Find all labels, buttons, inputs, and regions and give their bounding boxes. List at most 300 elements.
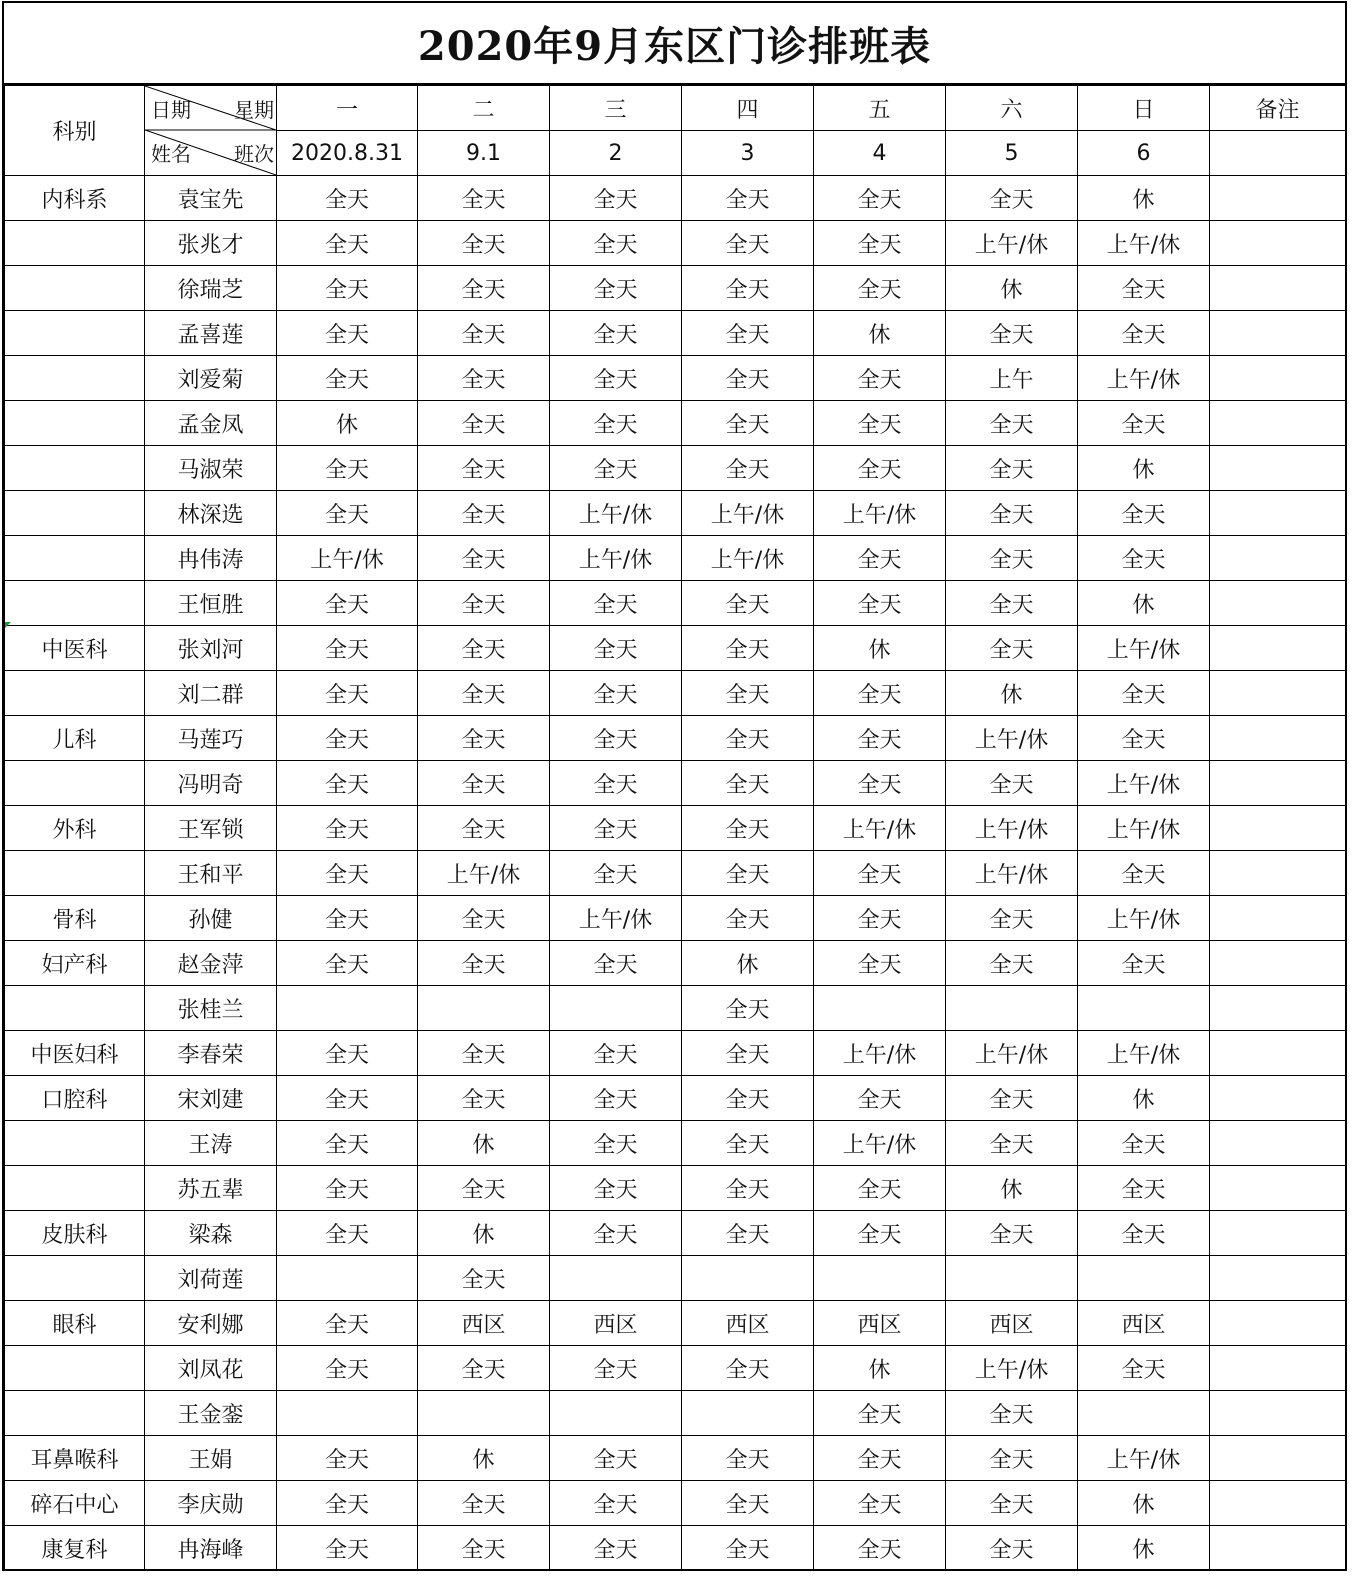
shift-cell: 休 bbox=[1078, 1481, 1210, 1526]
shift-cell: 全天 bbox=[277, 1211, 418, 1256]
shift-cell: 全天 bbox=[418, 491, 550, 536]
date-header: 2020.8.31 bbox=[277, 131, 418, 176]
shift-cell: 全天 bbox=[418, 716, 550, 761]
table-row bbox=[5, 581, 1346, 626]
dept-cell bbox=[5, 1166, 145, 1211]
shift-cell: 西区 bbox=[682, 1301, 814, 1346]
shift-cell: 全天 bbox=[1078, 1346, 1210, 1391]
remark-cell bbox=[1210, 581, 1346, 626]
table-row bbox=[5, 1211, 1346, 1256]
shift-cell: 全天 bbox=[550, 671, 682, 716]
table-row bbox=[5, 1436, 1346, 1481]
name-cell: 赵金萍 bbox=[145, 941, 277, 986]
shift-cell: 西区 bbox=[418, 1301, 550, 1346]
shift-cell: 全天 bbox=[682, 176, 814, 221]
shift-cell: 全天 bbox=[814, 176, 946, 221]
shift-cell: 全天 bbox=[946, 761, 1078, 806]
shift-cell: 休 bbox=[1078, 176, 1210, 221]
shift-cell: 全天 bbox=[814, 761, 946, 806]
table-row bbox=[5, 1481, 1346, 1526]
name-cell: 马淑荣 bbox=[145, 446, 277, 491]
shift-cell: 上午/休 bbox=[946, 1031, 1078, 1076]
shift-cell: 全天 bbox=[682, 671, 814, 716]
shift-cell: 全天 bbox=[682, 1166, 814, 1211]
shift-cell bbox=[277, 1391, 418, 1436]
dept-cell bbox=[5, 401, 145, 446]
shift-cell: 全天 bbox=[550, 851, 682, 896]
shift-cell: 全天 bbox=[1078, 401, 1210, 446]
shift-cell: 全天 bbox=[682, 1121, 814, 1166]
shift-cell: 全天 bbox=[277, 1301, 418, 1346]
shift-cell: 全天 bbox=[277, 1031, 418, 1076]
shift-cell: 全天 bbox=[550, 1031, 682, 1076]
shift-cell: 全天 bbox=[277, 311, 418, 356]
weekday-header: 一 bbox=[277, 86, 418, 131]
dept-cell bbox=[5, 311, 145, 356]
shift-cell: 全天 bbox=[550, 1166, 682, 1211]
name-cell: 宋刘建 bbox=[145, 1076, 277, 1121]
diag-name-label: 姓名 bbox=[151, 142, 191, 166]
shift-cell: 休 bbox=[1078, 1526, 1210, 1571]
shift-cell: 全天 bbox=[946, 401, 1078, 446]
shift-cell: 上午/休 bbox=[814, 806, 946, 851]
dept-cell: 儿科 bbox=[5, 716, 145, 761]
shift-cell bbox=[418, 1391, 550, 1436]
dept-cell: 中医妇科 bbox=[5, 1031, 145, 1076]
shift-cell: 全天 bbox=[550, 1076, 682, 1121]
name-cell: 王涛 bbox=[145, 1121, 277, 1166]
shift-cell: 全天 bbox=[550, 761, 682, 806]
shift-cell: 全天 bbox=[1078, 671, 1210, 716]
remark-cell bbox=[1210, 221, 1346, 266]
shift-cell: 全天 bbox=[418, 761, 550, 806]
shift-cell bbox=[946, 986, 1078, 1031]
table-row bbox=[5, 356, 1346, 401]
shift-cell: 上午/休 bbox=[1078, 626, 1210, 671]
shift-cell: 全天 bbox=[946, 1526, 1078, 1571]
shift-cell: 全天 bbox=[418, 356, 550, 401]
shift-cell: 休 bbox=[946, 671, 1078, 716]
dept-cell bbox=[5, 1346, 145, 1391]
dept-cell bbox=[5, 761, 145, 806]
shift-cell bbox=[550, 1256, 682, 1301]
shift-cell: 全天 bbox=[550, 941, 682, 986]
remark-cell bbox=[1210, 356, 1346, 401]
shift-cell: 全天 bbox=[1078, 536, 1210, 581]
date-header: 6 bbox=[1078, 131, 1210, 176]
shift-cell: 全天 bbox=[682, 626, 814, 671]
shift-cell: 全天 bbox=[682, 986, 814, 1031]
shift-cell: 上午/休 bbox=[946, 716, 1078, 761]
shift-cell: 全天 bbox=[814, 851, 946, 896]
shift-cell: 全天 bbox=[814, 356, 946, 401]
name-cell: 苏五辈 bbox=[145, 1166, 277, 1211]
dept-cell bbox=[5, 1391, 145, 1436]
shift-cell: 全天 bbox=[946, 1481, 1078, 1526]
shift-cell: 全天 bbox=[418, 941, 550, 986]
shift-cell: 全天 bbox=[418, 1166, 550, 1211]
name-cell: 安利娜 bbox=[145, 1301, 277, 1346]
shift-cell: 全天 bbox=[550, 1481, 682, 1526]
shift-cell bbox=[814, 1256, 946, 1301]
shift-cell: 全天 bbox=[814, 896, 946, 941]
shift-cell: 全天 bbox=[418, 1346, 550, 1391]
shift-cell bbox=[1078, 1391, 1210, 1436]
shift-cell: 全天 bbox=[277, 1436, 418, 1481]
shift-cell: 休 bbox=[418, 1211, 550, 1256]
name-cell: 冯明奇 bbox=[145, 761, 277, 806]
shift-cell: 全天 bbox=[277, 491, 418, 536]
shift-cell: 上午/休 bbox=[550, 536, 682, 581]
shift-cell: 全天 bbox=[550, 356, 682, 401]
shift-cell: 全天 bbox=[277, 941, 418, 986]
dept-cell bbox=[5, 266, 145, 311]
name-cell: 孙健 bbox=[145, 896, 277, 941]
shift-cell: 休 bbox=[946, 266, 1078, 311]
table-row bbox=[5, 176, 1346, 221]
shift-cell: 全天 bbox=[418, 1031, 550, 1076]
table-row bbox=[5, 851, 1346, 896]
shift-cell bbox=[1078, 986, 1210, 1031]
shift-cell bbox=[814, 986, 946, 1031]
weekday-header: 二 bbox=[418, 86, 550, 131]
shift-cell: 上午/休 bbox=[1078, 761, 1210, 806]
shift-cell: 全天 bbox=[946, 581, 1078, 626]
dept-cell bbox=[5, 1121, 145, 1166]
table-row bbox=[5, 1526, 1346, 1571]
name-cell: 刘二群 bbox=[145, 671, 277, 716]
name-cell: 张桂兰 bbox=[145, 986, 277, 1031]
remark-cell bbox=[1210, 176, 1346, 221]
name-cell: 李春荣 bbox=[145, 1031, 277, 1076]
shift-cell: 上午/休 bbox=[814, 1121, 946, 1166]
dept-cell bbox=[5, 491, 145, 536]
weekday-header: 四 bbox=[682, 86, 814, 131]
dept-cell: 康复科 bbox=[5, 1526, 145, 1571]
shift-cell: 全天 bbox=[277, 356, 418, 401]
shift-cell: 全天 bbox=[550, 311, 682, 356]
table-row bbox=[5, 401, 1346, 446]
shift-cell: 休 bbox=[418, 1436, 550, 1481]
shift-cell: 全天 bbox=[418, 401, 550, 446]
shift-cell: 全天 bbox=[418, 536, 550, 581]
shift-cell: 上午/休 bbox=[550, 491, 682, 536]
shift-cell: 全天 bbox=[946, 1436, 1078, 1481]
shift-cell: 全天 bbox=[550, 581, 682, 626]
dept-cell: 外科 bbox=[5, 806, 145, 851]
shift-cell: 上午/休 bbox=[277, 536, 418, 581]
shift-cell: 全天 bbox=[550, 1526, 682, 1571]
shift-cell: 全天 bbox=[277, 1121, 418, 1166]
shift-cell: 全天 bbox=[814, 401, 946, 446]
shift-cell: 全天 bbox=[682, 1346, 814, 1391]
shift-cell: 全天 bbox=[550, 716, 682, 761]
shift-cell: 全天 bbox=[682, 266, 814, 311]
shift-cell: 休 bbox=[277, 401, 418, 446]
shift-cell bbox=[277, 1256, 418, 1301]
shift-cell: 休 bbox=[418, 1121, 550, 1166]
remark-cell bbox=[1210, 446, 1346, 491]
table-row bbox=[5, 986, 1346, 1031]
shift-cell: 全天 bbox=[1078, 311, 1210, 356]
shift-cell: 全天 bbox=[1078, 941, 1210, 986]
shift-cell: 全天 bbox=[550, 1436, 682, 1481]
table-row bbox=[5, 1391, 1346, 1436]
table-row bbox=[5, 311, 1346, 356]
shift-cell: 全天 bbox=[814, 1481, 946, 1526]
shift-cell: 全天 bbox=[418, 266, 550, 311]
diag-shift-label: 班次 bbox=[234, 142, 274, 166]
remark-cell bbox=[1210, 941, 1346, 986]
shift-cell bbox=[1078, 1256, 1210, 1301]
shift-cell: 上午/休 bbox=[814, 1031, 946, 1076]
shift-cell: 上午/休 bbox=[682, 536, 814, 581]
shift-cell: 上午/休 bbox=[946, 221, 1078, 266]
table-row bbox=[5, 1256, 1346, 1301]
shift-cell: 全天 bbox=[277, 761, 418, 806]
shift-cell: 全天 bbox=[550, 266, 682, 311]
shift-cell: 全天 bbox=[946, 626, 1078, 671]
shift-cell: 上午/休 bbox=[550, 896, 682, 941]
shift-cell: 全天 bbox=[946, 176, 1078, 221]
shift-cell: 全天 bbox=[550, 176, 682, 221]
dept-cell bbox=[5, 356, 145, 401]
table-row bbox=[5, 446, 1346, 491]
shift-cell: 休 bbox=[682, 941, 814, 986]
shift-cell: 休 bbox=[946, 1166, 1078, 1211]
shift-cell: 全天 bbox=[682, 896, 814, 941]
shift-cell: 全天 bbox=[550, 1211, 682, 1256]
name-cell: 张刘河 bbox=[145, 626, 277, 671]
shift-cell: 全天 bbox=[946, 1211, 1078, 1256]
table-row bbox=[5, 941, 1346, 986]
remark-cell bbox=[1210, 1526, 1346, 1571]
shift-cell: 上午/休 bbox=[1078, 356, 1210, 401]
table-row bbox=[5, 1076, 1346, 1121]
shift-cell: 全天 bbox=[1078, 266, 1210, 311]
shift-cell: 全天 bbox=[682, 716, 814, 761]
diag-weekday-label: 星期 bbox=[234, 98, 274, 122]
dept-cell bbox=[5, 536, 145, 581]
shift-cell: 全天 bbox=[946, 491, 1078, 536]
table-row bbox=[5, 1031, 1346, 1076]
remark-cell bbox=[1210, 626, 1346, 671]
schedule-table bbox=[4, 85, 1346, 1571]
remark-cell bbox=[1210, 1121, 1346, 1166]
shift-cell: 上午/休 bbox=[418, 851, 550, 896]
name-cell: 徐瑞芝 bbox=[145, 266, 277, 311]
date-header: 5 bbox=[946, 131, 1078, 176]
shift-cell: 全天 bbox=[682, 1436, 814, 1481]
header-row-weekdays bbox=[5, 86, 1346, 131]
shift-cell: 全天 bbox=[277, 806, 418, 851]
shift-cell: 上午/休 bbox=[1078, 1031, 1210, 1076]
shift-cell: 全天 bbox=[277, 1166, 418, 1211]
shift-cell: 全天 bbox=[814, 581, 946, 626]
shift-cell: 全天 bbox=[682, 1076, 814, 1121]
sheet-title: 2020年9月东区门诊排班表 bbox=[4, 3, 1345, 85]
shift-cell: 上午/休 bbox=[1078, 806, 1210, 851]
remark-cell bbox=[1210, 1211, 1346, 1256]
shift-cell: 全天 bbox=[682, 1211, 814, 1256]
name-cell: 王恒胜 bbox=[145, 581, 277, 626]
shift-cell: 全天 bbox=[682, 851, 814, 896]
shift-cell: 全天 bbox=[682, 356, 814, 401]
shift-cell: 全天 bbox=[418, 1256, 550, 1301]
cell-indicator-mark bbox=[5, 622, 11, 628]
shift-cell: 全天 bbox=[418, 446, 550, 491]
shift-cell bbox=[550, 986, 682, 1031]
shift-cell: 全天 bbox=[277, 1076, 418, 1121]
shift-cell: 全天 bbox=[277, 221, 418, 266]
shift-cell: 全天 bbox=[1078, 716, 1210, 761]
table-row bbox=[5, 806, 1346, 851]
shift-cell: 全天 bbox=[682, 1031, 814, 1076]
date-header: 2 bbox=[550, 131, 682, 176]
shift-cell: 全天 bbox=[682, 311, 814, 356]
remark-cell bbox=[1210, 716, 1346, 761]
shift-cell: 全天 bbox=[418, 806, 550, 851]
shift-cell: 全天 bbox=[814, 266, 946, 311]
table-row bbox=[5, 536, 1346, 581]
name-cell: 孟喜莲 bbox=[145, 311, 277, 356]
table-row bbox=[5, 1301, 1346, 1346]
shift-cell: 全天 bbox=[418, 176, 550, 221]
shift-cell: 全天 bbox=[277, 266, 418, 311]
dept-cell bbox=[5, 221, 145, 266]
dept-cell bbox=[5, 986, 145, 1031]
shift-cell: 全天 bbox=[418, 581, 550, 626]
remark-cell bbox=[1210, 311, 1346, 356]
remark-cell bbox=[1210, 851, 1346, 896]
shift-cell: 全天 bbox=[682, 446, 814, 491]
date-header: 4 bbox=[814, 131, 946, 176]
shift-cell: 全天 bbox=[418, 311, 550, 356]
shift-cell: 全天 bbox=[277, 446, 418, 491]
dept-cell: 碎石中心 bbox=[5, 1481, 145, 1526]
shift-cell: 全天 bbox=[277, 581, 418, 626]
table-row bbox=[5, 1121, 1346, 1166]
dept-cell bbox=[5, 671, 145, 716]
shift-cell: 全天 bbox=[277, 1346, 418, 1391]
weekday-header: 五 bbox=[814, 86, 946, 131]
name-cell: 冉伟涛 bbox=[145, 536, 277, 581]
shift-cell: 全天 bbox=[946, 311, 1078, 356]
shift-cell bbox=[682, 1391, 814, 1436]
remark-cell bbox=[1210, 761, 1346, 806]
shift-cell: 上午/休 bbox=[1078, 896, 1210, 941]
shift-cell: 西区 bbox=[946, 1301, 1078, 1346]
remark-cell bbox=[1210, 536, 1346, 581]
shift-cell: 休 bbox=[1078, 1076, 1210, 1121]
table-row bbox=[5, 716, 1346, 761]
diagonal-header-cell bbox=[145, 86, 277, 176]
shift-cell bbox=[682, 1256, 814, 1301]
remark-cell bbox=[1210, 1076, 1346, 1121]
shift-cell: 休 bbox=[814, 311, 946, 356]
shift-cell: 全天 bbox=[418, 671, 550, 716]
dept-cell bbox=[5, 446, 145, 491]
schedule-body bbox=[5, 176, 1346, 1571]
shift-cell: 全天 bbox=[814, 536, 946, 581]
table-row bbox=[5, 221, 1346, 266]
shift-cell: 全天 bbox=[682, 806, 814, 851]
shift-cell: 全天 bbox=[1078, 1166, 1210, 1211]
shift-cell: 全天 bbox=[814, 1391, 946, 1436]
shift-cell: 全天 bbox=[946, 446, 1078, 491]
shift-cell: 全天 bbox=[814, 671, 946, 716]
dept-cell: 口腔科 bbox=[5, 1076, 145, 1121]
remark-cell bbox=[1210, 1481, 1346, 1526]
shift-cell: 全天 bbox=[418, 1481, 550, 1526]
table-row bbox=[5, 671, 1346, 716]
shift-cell bbox=[418, 986, 550, 1031]
shift-cell: 全天 bbox=[550, 446, 682, 491]
shift-cell: 上午/休 bbox=[1078, 1436, 1210, 1481]
shift-cell: 全天 bbox=[814, 1436, 946, 1481]
shift-cell: 休 bbox=[814, 1346, 946, 1391]
shift-cell: 全天 bbox=[1078, 1121, 1210, 1166]
shift-cell: 全天 bbox=[682, 581, 814, 626]
name-cell: 刘荷莲 bbox=[145, 1256, 277, 1301]
dept-cell: 骨科 bbox=[5, 896, 145, 941]
shift-cell: 全天 bbox=[550, 1121, 682, 1166]
shift-cell: 上午/休 bbox=[814, 491, 946, 536]
table-row bbox=[5, 1346, 1346, 1391]
shift-cell: 全天 bbox=[550, 1346, 682, 1391]
shift-cell: 全天 bbox=[814, 716, 946, 761]
table-row bbox=[5, 626, 1346, 671]
shift-cell: 全天 bbox=[277, 1526, 418, 1571]
shift-cell: 上午/休 bbox=[946, 806, 1078, 851]
shift-cell: 上午 bbox=[946, 356, 1078, 401]
shift-cell: 休 bbox=[1078, 446, 1210, 491]
remark-cell bbox=[1210, 491, 1346, 536]
name-cell: 林深选 bbox=[145, 491, 277, 536]
shift-cell: 全天 bbox=[814, 221, 946, 266]
shift-cell: 全天 bbox=[1078, 851, 1210, 896]
remark-cell bbox=[1210, 1031, 1346, 1076]
remark-cell bbox=[1210, 806, 1346, 851]
remark-cell bbox=[1210, 266, 1346, 311]
table-row bbox=[5, 491, 1346, 536]
shift-cell: 全天 bbox=[418, 1076, 550, 1121]
shift-cell: 全天 bbox=[946, 1076, 1078, 1121]
remark-cell bbox=[1210, 1436, 1346, 1481]
shift-cell: 全天 bbox=[277, 626, 418, 671]
shift-cell: 全天 bbox=[682, 1526, 814, 1571]
weekday-header: 日 bbox=[1078, 86, 1210, 131]
name-cell: 刘凤花 bbox=[145, 1346, 277, 1391]
shift-cell: 全天 bbox=[277, 851, 418, 896]
shift-cell: 全天 bbox=[277, 671, 418, 716]
shift-cell: 全天 bbox=[418, 626, 550, 671]
shift-cell bbox=[277, 986, 418, 1031]
dept-header: 科别 bbox=[5, 86, 145, 176]
name-cell: 孟金凤 bbox=[145, 401, 277, 446]
shift-cell: 全天 bbox=[682, 761, 814, 806]
remark-cell bbox=[1210, 986, 1346, 1031]
dept-cell: 耳鼻喉科 bbox=[5, 1436, 145, 1481]
remark-cell bbox=[1210, 1346, 1346, 1391]
shift-cell: 全天 bbox=[682, 401, 814, 446]
name-cell: 张兆才 bbox=[145, 221, 277, 266]
table-row bbox=[5, 761, 1346, 806]
shift-cell: 全天 bbox=[946, 896, 1078, 941]
name-cell: 梁森 bbox=[145, 1211, 277, 1256]
shift-cell: 西区 bbox=[550, 1301, 682, 1346]
shift-cell: 全天 bbox=[946, 1121, 1078, 1166]
